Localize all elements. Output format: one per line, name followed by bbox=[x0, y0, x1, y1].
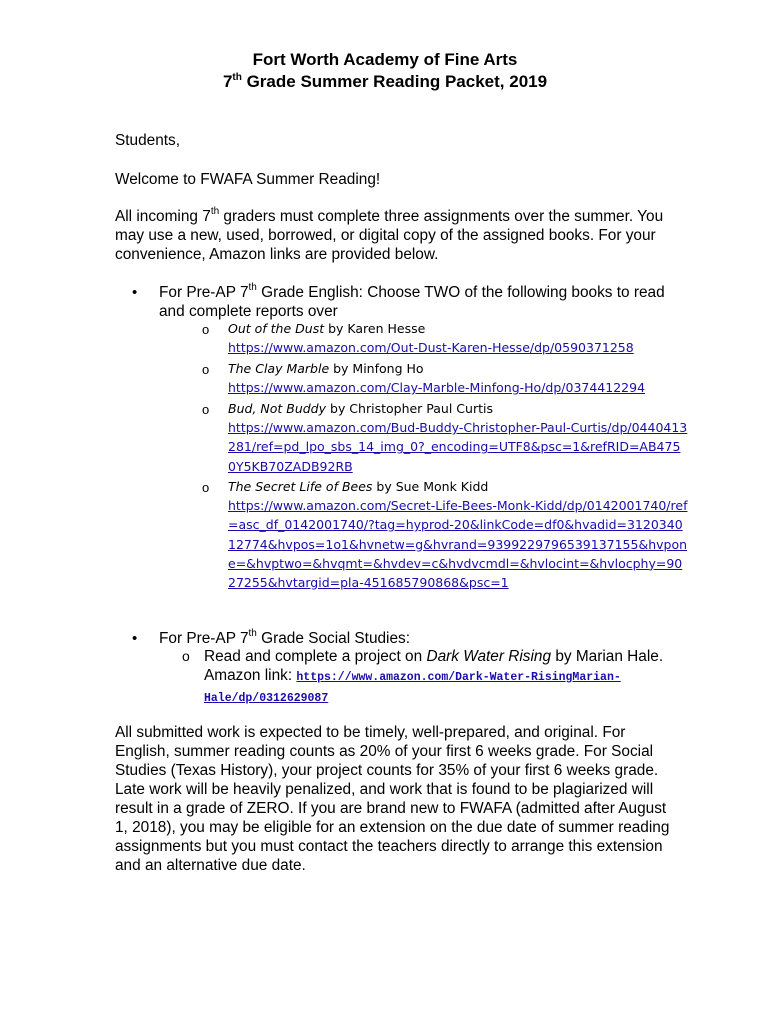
amazon-link-secret-life-of-bees[interactable]: https://www.amazon.com/Secret-Life-Bees-Monk-Kidd/dp/0142001740/ref=asc_df_0142001740/?tag=hyprod-20&linkCode=df0&hvadid=312034012774&hvpos=1o1&hvnetw=g&hvrand=9399229796539137155&hvpone=&hvptwo=&hvqmt=&hvdev=c&hvdvcmdl=&hvlocint=&hvlocphy=9027255&hvtargid=pla-451685790868&psc=1 bbox=[228, 498, 688, 591]
amazon-link-the-clay-marble[interactable]: https://www.amazon.com/Clay-Marble-Minfong-Ho/dp/0374412294 bbox=[228, 380, 646, 396]
amazon-link-dark-water-rising[interactable]: https://www.amazon.com/Dark-Water-RisingMarian-Hale/dp/0312629087 bbox=[204, 671, 621, 705]
book-marker: o bbox=[202, 480, 210, 495]
book-author: by Sue Monk Kidd bbox=[372, 479, 489, 494]
social-studies-item: Read and complete a project on Dark Water Rising by Marian Hale. Amazon link: https://www.amazon.com/Dark-Water-RisingMarian-Hale/dp/0312629087 bbox=[204, 648, 664, 705]
intro-paragraph: All incoming 7th graders must complete three assignments over the summer. You may use a new, used, borrowed, or digital copy of the assigned books. For your convenience, Amazon links are provided below. bbox=[115, 206, 664, 263]
packet-title: 7th Grade Summer Reading Packet, 2019 bbox=[222, 72, 548, 91]
school-title: Fort Worth Academy of Fine Arts bbox=[252, 50, 518, 69]
amazon-link-bud-not-buddy[interactable]: https://www.amazon.com/Bud-Buddy-Christopher-Paul-Curtis/dp/0440413281/ref=pd_lpo_sbs_14_img_0?_encoding=UTF8&psc=1&refRID=AB4750Y5KB70ZADB92RB bbox=[228, 420, 688, 474]
welcome-line: Welcome to FWAFA Summer Reading! bbox=[115, 171, 381, 188]
book-marker: o bbox=[202, 402, 210, 417]
book-author: by Christopher Paul Curtis bbox=[326, 401, 493, 416]
english-instructions: For Pre-AP 7th Grade English: Choose TWO of the following books to read and complete reports over bbox=[159, 282, 665, 320]
book-author: by Karen Hesse bbox=[324, 321, 426, 336]
book-item-the-clay-marble bbox=[228, 359, 688, 397]
book-item-secret-life-of-bees bbox=[228, 477, 688, 592]
book-item-bud-not-buddy bbox=[228, 399, 688, 476]
book-marker: o bbox=[202, 322, 210, 337]
book-title: Dark Water Rising bbox=[426, 648, 552, 665]
book-title: The Clay Marble bbox=[228, 361, 330, 376]
book-title: The Secret Life of Bees bbox=[228, 479, 373, 494]
book-title: Bud, Not Buddy bbox=[228, 401, 327, 416]
greeting: Students, bbox=[115, 132, 181, 149]
book-marker: o bbox=[202, 362, 210, 377]
bullet-social-studies: • bbox=[132, 630, 138, 647]
closing-paragraph: All submitted work is expected to be timely, well-prepared, and original. For English, summer reading counts as 20% of your first 6 weeks grade. For Social Studies (Texas History), your project counts for 35% of your first 6 weeks grade. Late work will be heavily penalized, and work that is found to be plagiarized will result in a grade of ZERO. If you are brand new to FWAFA (admitted after August 1, 2018), you may be eligible for an extension on the due date of summer reading assignments but you must contact the teachers directly to arrange this extension and an alternative due date. bbox=[115, 724, 670, 874]
amazon-link-out-of-the-dust[interactable]: https://www.amazon.com/Out-Dust-Karen-Hesse/dp/0590371258 bbox=[228, 340, 634, 356]
bullet-english: • bbox=[132, 284, 138, 301]
book-author: by Minfong Ho bbox=[329, 361, 424, 376]
book-title: Out of the Dust bbox=[228, 321, 325, 336]
social-marker: o bbox=[182, 648, 190, 664]
book-item-out-of-the-dust bbox=[228, 319, 688, 357]
social-studies-instructions: For Pre-AP 7th Grade Social Studies: bbox=[159, 628, 411, 647]
